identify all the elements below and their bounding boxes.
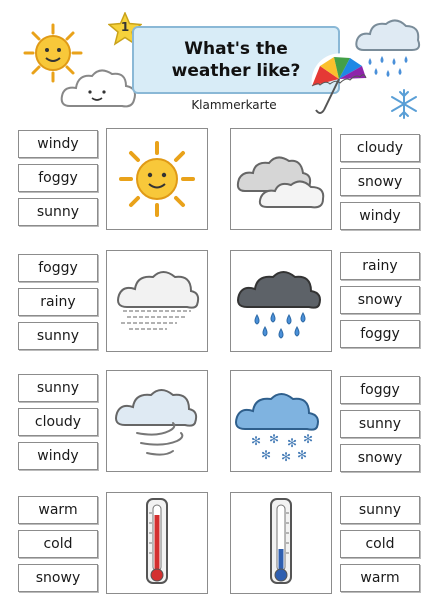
word-card[interactable]: rainy <box>340 252 420 280</box>
word-card[interactable]: foggy <box>18 164 98 192</box>
picture-card-sun <box>106 128 208 230</box>
word-card[interactable]: snowy <box>18 564 98 592</box>
word-card[interactable]: sunny <box>18 198 98 226</box>
word-card[interactable]: windy <box>18 130 98 158</box>
word-card[interactable]: sunny <box>340 496 420 524</box>
word-card[interactable]: snowy <box>340 286 420 314</box>
word-card[interactable]: cold <box>340 530 420 558</box>
svg-text:✻: ✻ <box>261 448 272 462</box>
picture-card-cloudy <box>230 128 332 230</box>
word-card[interactable]: cloudy <box>340 134 420 162</box>
picture-card-fog <box>106 250 208 352</box>
snow-cloud-icon <box>231 371 331 471</box>
rain-cloud-icon <box>354 16 422 82</box>
svg-text:✻: ✻ <box>251 434 262 448</box>
wind-cloud-icon <box>107 371 207 471</box>
word-card[interactable]: windy <box>18 442 98 470</box>
svg-text:✻: ✻ <box>303 432 314 446</box>
word-card[interactable]: snowy <box>340 444 420 472</box>
snowflake-icon <box>388 88 420 120</box>
svg-text:✻: ✻ <box>297 448 308 462</box>
word-card[interactable]: warm <box>18 496 98 524</box>
word-card[interactable]: sunny <box>18 322 98 350</box>
picture-card-rain <box>230 250 332 352</box>
fog-cloud-icon <box>107 251 207 351</box>
worksheet-page <box>4 4 432 596</box>
word-card[interactable]: cloudy <box>18 408 98 436</box>
badge-number: 1 <box>120 20 130 34</box>
word-card[interactable]: cold <box>18 530 98 558</box>
word-card[interactable]: foggy <box>340 320 420 348</box>
cloudy-icon <box>231 129 331 229</box>
smiling-cloud-icon <box>60 62 138 112</box>
word-card[interactable]: sunny <box>18 374 98 402</box>
title-line-2: weather like? <box>171 61 301 81</box>
cold-thermometer-icon <box>231 493 331 593</box>
word-card[interactable]: windy <box>340 202 420 230</box>
hot-thermometer-icon <box>107 493 207 593</box>
picture-card-cold-thermometer <box>230 492 332 594</box>
picture-card-hot-thermometer <box>106 492 208 594</box>
svg-text:✻: ✻ <box>269 432 280 446</box>
word-card[interactable]: foggy <box>18 254 98 282</box>
rain-cloud-icon <box>231 251 331 351</box>
word-card[interactable]: rainy <box>18 288 98 316</box>
word-card[interactable]: snowy <box>340 168 420 196</box>
picture-card-snow <box>230 370 332 472</box>
word-card[interactable]: warm <box>340 564 420 592</box>
subtitle: Klammerkarte <box>191 98 277 112</box>
svg-text:✻: ✻ <box>287 436 298 450</box>
picture-card-wind <box>106 370 208 472</box>
word-card[interactable]: foggy <box>340 376 420 404</box>
svg-text:✻: ✻ <box>281 450 292 464</box>
title-line-1: What's the <box>184 39 288 59</box>
sun-icon <box>107 129 207 229</box>
word-card[interactable]: sunny <box>340 410 420 438</box>
